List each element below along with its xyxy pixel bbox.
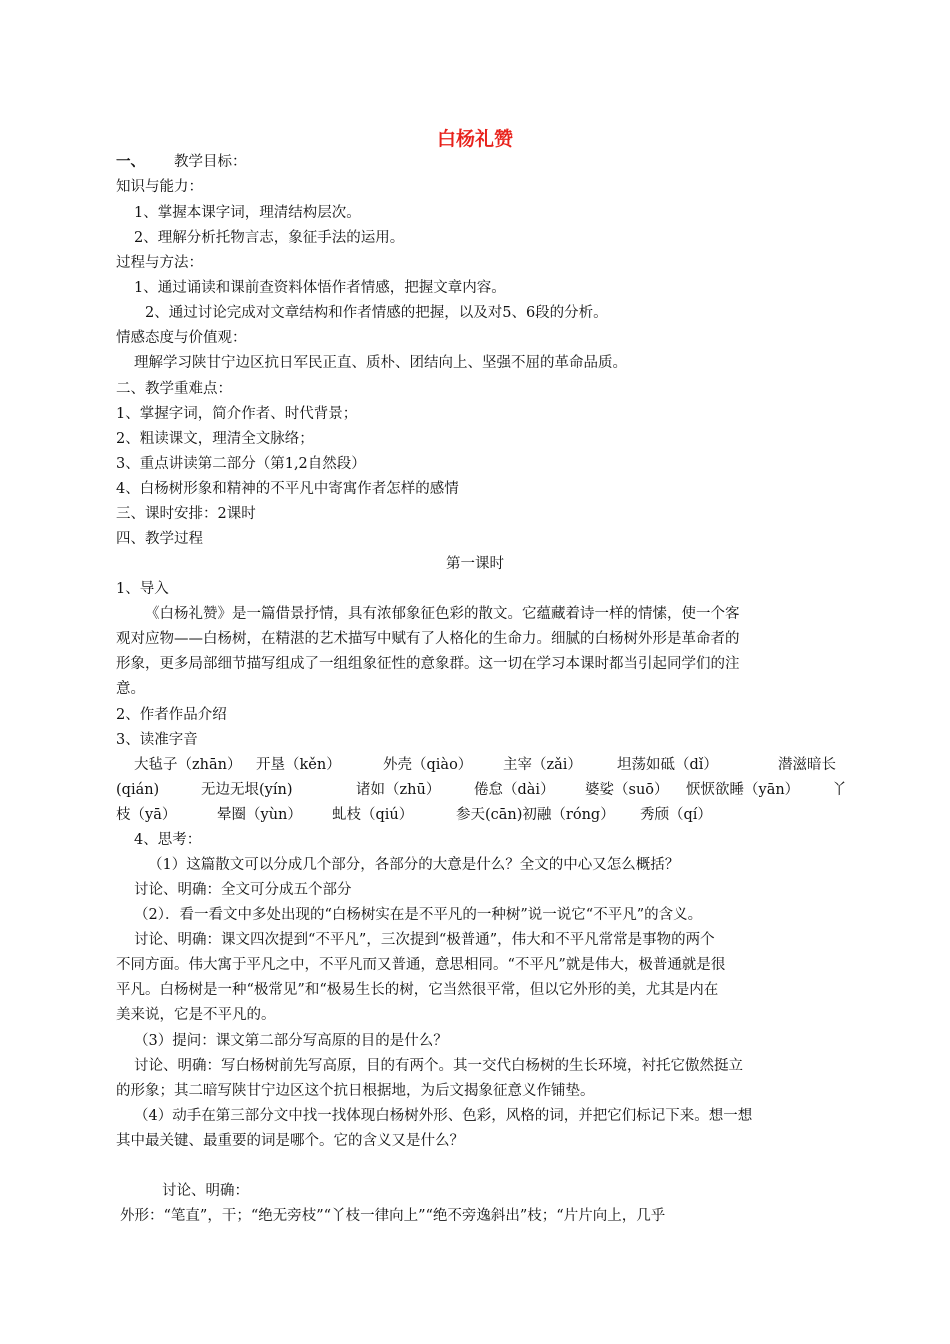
text-line: 形象，更多局部细节描写组成了一组组象征性的意象群。这一切在学习本课时都当引起同学们的注 bbox=[116, 656, 740, 672]
pinyin-item: 婆娑（suō） bbox=[585, 782, 669, 798]
text-line: 平凡。白杨树是一种“极常见”和“极易生长的树，它当然很平常，但以它外形的美，尤其是内在 bbox=[116, 982, 719, 998]
section-marker: 一、 bbox=[116, 153, 145, 170]
text-line: （2）．看一看文中多处出现的“白杨树实在是不平凡的一种树”说一说它“不平凡”的含义。 bbox=[134, 907, 703, 923]
text-line: 讨论、明确：写白杨树前先写高原，目的有两个。其一交代白杨树的生长环境，衬托它傲然挺立 bbox=[134, 1058, 743, 1074]
pinyin-item: 丫 bbox=[832, 782, 847, 798]
text-line: 意。 bbox=[116, 681, 145, 697]
text-line: 4、白杨树形象和精神的不平凡中寄寓作者怎样的感情 bbox=[116, 481, 459, 497]
lesson-heading: 第一课时 bbox=[446, 556, 504, 572]
pinyin-item: 枝（yā） bbox=[116, 807, 177, 823]
text-line: 讨论、明确：全文可分成五个部分 bbox=[134, 882, 352, 898]
text-line: 讨论、明确：课文四次提到“不平凡”，三次提到“极普通”，伟大和不平凡常常是事物的两个 bbox=[134, 932, 715, 948]
pinyin-item: 坦荡如砥（dǐ） bbox=[617, 757, 718, 773]
text-line: 讨论、明确： bbox=[162, 1183, 249, 1199]
text-line: 四、教学过程 bbox=[116, 531, 203, 547]
text-line: （1）这篇散文可以分成几个部分，各部分的大意是什么？全文的中心又怎么概括？ bbox=[148, 857, 680, 873]
text-line: （4）动手在第三部分文中找一找体现白杨树外形、色彩，风格的词，并把它们标记下来。想一想 bbox=[134, 1108, 753, 1124]
text-line: 的形象；其二暗写陕甘宁边区这个抗日根据地，为后文揭象征意义作铺垫。 bbox=[116, 1083, 595, 1099]
pinyin-item: 开垦（kěn） bbox=[256, 757, 341, 773]
text-line: （3）提问：课文第二部分写高原的目的是什么？ bbox=[134, 1033, 448, 1049]
pinyin-item: 虬枝（qiú） bbox=[332, 807, 414, 823]
text-line: 4、思考： bbox=[134, 832, 202, 848]
text-line: 不同方面。伟大寓于平凡之中，不平凡而又普通，意思相同。“不平凡”就是伟大，极普通就是很 bbox=[116, 957, 726, 973]
text-line: 理解学习陕甘宁边区抗日军民正直、质朴、团结向上、坚强不屈的革命品质。 bbox=[134, 355, 627, 371]
pinyin-item: 参天(cān)初融（róng） bbox=[456, 807, 615, 823]
pinyin-item: 潜滋暗长 bbox=[778, 757, 836, 773]
text-line: 情感态度与价值观： bbox=[116, 330, 247, 346]
pinyin-item: 诸如（zhū） bbox=[356, 782, 441, 798]
pinyin-item: 主宰（zǎi） bbox=[503, 757, 582, 773]
text-line: 观对应物——白杨树，在精湛的艺术描写中赋有了人格化的生命力。细腻的白杨树外形是革命者的 bbox=[116, 631, 740, 647]
text-line: 2、作者作品介绍 bbox=[116, 707, 227, 723]
text-line: 2、理解分析托物言志，象征手法的运用。 bbox=[134, 230, 405, 246]
text-line: 知识与能力： bbox=[116, 179, 203, 195]
text-line: 《白杨礼赞》是一篇借景抒情，具有浓郁象征色彩的散文。它蕴藏着诗一样的情愫，使一个客 bbox=[145, 606, 740, 622]
text-line: 1、掌握本课字词，理清结构层次。 bbox=[134, 205, 361, 221]
text-line: 3、读准字音 bbox=[116, 732, 198, 748]
pinyin-item: 秀颀（qí） bbox=[640, 807, 712, 823]
text-line: 教学目标： bbox=[174, 154, 247, 170]
pinyin-item: (qián) bbox=[116, 782, 160, 798]
text-line: 2、通过讨论完成对文章结构和作者情感的把握，以及对5、6段的分析。 bbox=[145, 305, 608, 321]
text-line: 3、重点讲读第二部分（第1,2自然段） bbox=[116, 456, 366, 472]
pinyin-item: 外壳（qiào） bbox=[383, 757, 473, 773]
text-line: 二、教学重难点： bbox=[116, 381, 232, 397]
text-line: 1、通过诵读和课前查资料体悟作者情感，把握文章内容。 bbox=[134, 280, 506, 296]
text-line: 1、掌握字词，简介作者、时代背景； bbox=[116, 406, 358, 422]
pinyin-item: 大毡子（zhān） bbox=[134, 757, 242, 773]
pinyin-item: 晕圈（yùn） bbox=[217, 807, 302, 823]
text-line: 过程与方法： bbox=[116, 255, 203, 271]
text-line: 其中最关键、最重要的词是哪个。它的含义又是什么？ bbox=[116, 1133, 464, 1149]
document-title: 白杨礼赞 bbox=[436, 128, 513, 150]
text-line: 美来说，它是不平凡的。 bbox=[116, 1007, 276, 1023]
text-line: 2、粗读课文，理清全文脉络； bbox=[116, 431, 314, 447]
text-line: 1、导入 bbox=[116, 581, 169, 597]
text-line: 外形：“笔直”，干；“绝无旁枝”“丫枝一律向上”“绝不旁逸斜出”枝；“片片向上，几乎 bbox=[120, 1208, 666, 1224]
text-line: 三、课时安排：2课时 bbox=[116, 506, 256, 522]
pinyin-item: 恹恹欲睡（yān） bbox=[686, 782, 800, 798]
pinyin-item: 无边无垠(yín) bbox=[201, 782, 293, 798]
pinyin-item: 倦怠（dài） bbox=[474, 782, 555, 798]
